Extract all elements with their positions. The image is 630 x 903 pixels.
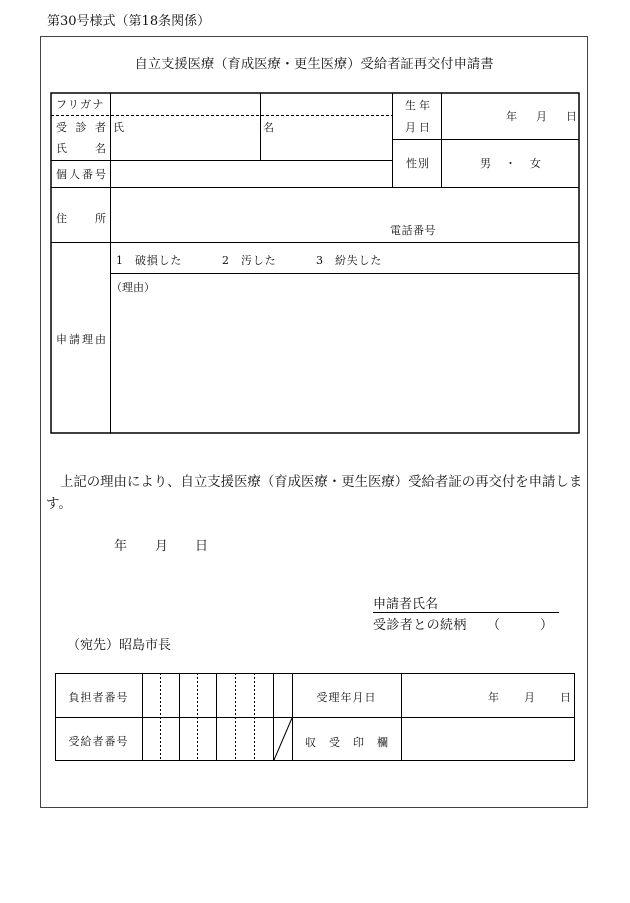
reason-option-number: 1 — [116, 254, 123, 267]
reason-option-damaged: 破損した — [135, 254, 183, 267]
reason-option-number: 3 — [316, 254, 323, 267]
birthdate-month-label: 月 — [536, 110, 547, 123]
reason-option-lost: 紛失した — [335, 254, 383, 267]
relationship-paren-close: ） — [540, 618, 554, 633]
birthdate-label-line1: 生年 — [405, 99, 433, 112]
individual-number-label: 個人番号 — [56, 168, 108, 181]
family-name-label: 氏 — [113, 121, 124, 134]
reason-detail-label: （理由） — [111, 281, 155, 294]
burden-number-label: 負担者番号 — [68, 691, 129, 704]
sex-label: 性別 — [406, 157, 430, 170]
receipt-date-label: 受理年月日 — [316, 691, 377, 704]
reason-option-soiled: 汚した — [241, 254, 277, 267]
application-month-label: 月 — [155, 539, 169, 554]
recipient-number-label: 受給者番号 — [68, 735, 129, 748]
birthdate-day-label: 日 — [566, 110, 577, 123]
birthdate-year-label: 年 — [506, 110, 517, 123]
birthdate-label-line2: 月日 — [405, 121, 433, 134]
relationship-label: 受診者との続柄 — [373, 618, 467, 633]
form-number: 第30号様式（第18条関係） — [47, 14, 211, 29]
patient-name-label-line2: 氏 名 — [56, 142, 106, 155]
furigana-label: フリガナ — [56, 98, 105, 111]
receipt-year-label: 年 — [488, 691, 499, 704]
phone-label: 電話番号 — [390, 224, 436, 237]
addressee: （宛先）昭島市長 — [67, 638, 172, 653]
sex-options: 男 ・ 女 — [480, 157, 541, 170]
applicant-name-label: 申請者氏名 — [373, 597, 439, 612]
reason-label: 申請理由 — [56, 333, 108, 346]
applicant-table-border — [51, 93, 579, 433]
patient-name-label-line1: 受 診 者 — [56, 121, 106, 134]
application-day-label: 日 — [195, 539, 209, 554]
application-year-label: 年 — [114, 539, 128, 554]
receipt-stamp-label: 収 受 印 欄 — [305, 736, 388, 749]
receipt-month-label: 月 — [524, 691, 535, 704]
given-name-label: 名 — [263, 121, 274, 134]
application-statement: 上記の理由により、自立支援医療（育成医療・更生医療）受給者証の再交付を申請します。 — [46, 475, 583, 512]
receipt-day-label: 日 — [560, 691, 571, 704]
address-label: 住 所 — [56, 212, 106, 225]
page-title: 自立支援医療（育成医療・更生医療）受給者証再交付申請書 — [134, 57, 494, 72]
unused-digit-slash — [274, 718, 292, 760]
reason-option-number: 2 — [222, 254, 229, 267]
relationship-paren-open: （ — [487, 618, 501, 633]
